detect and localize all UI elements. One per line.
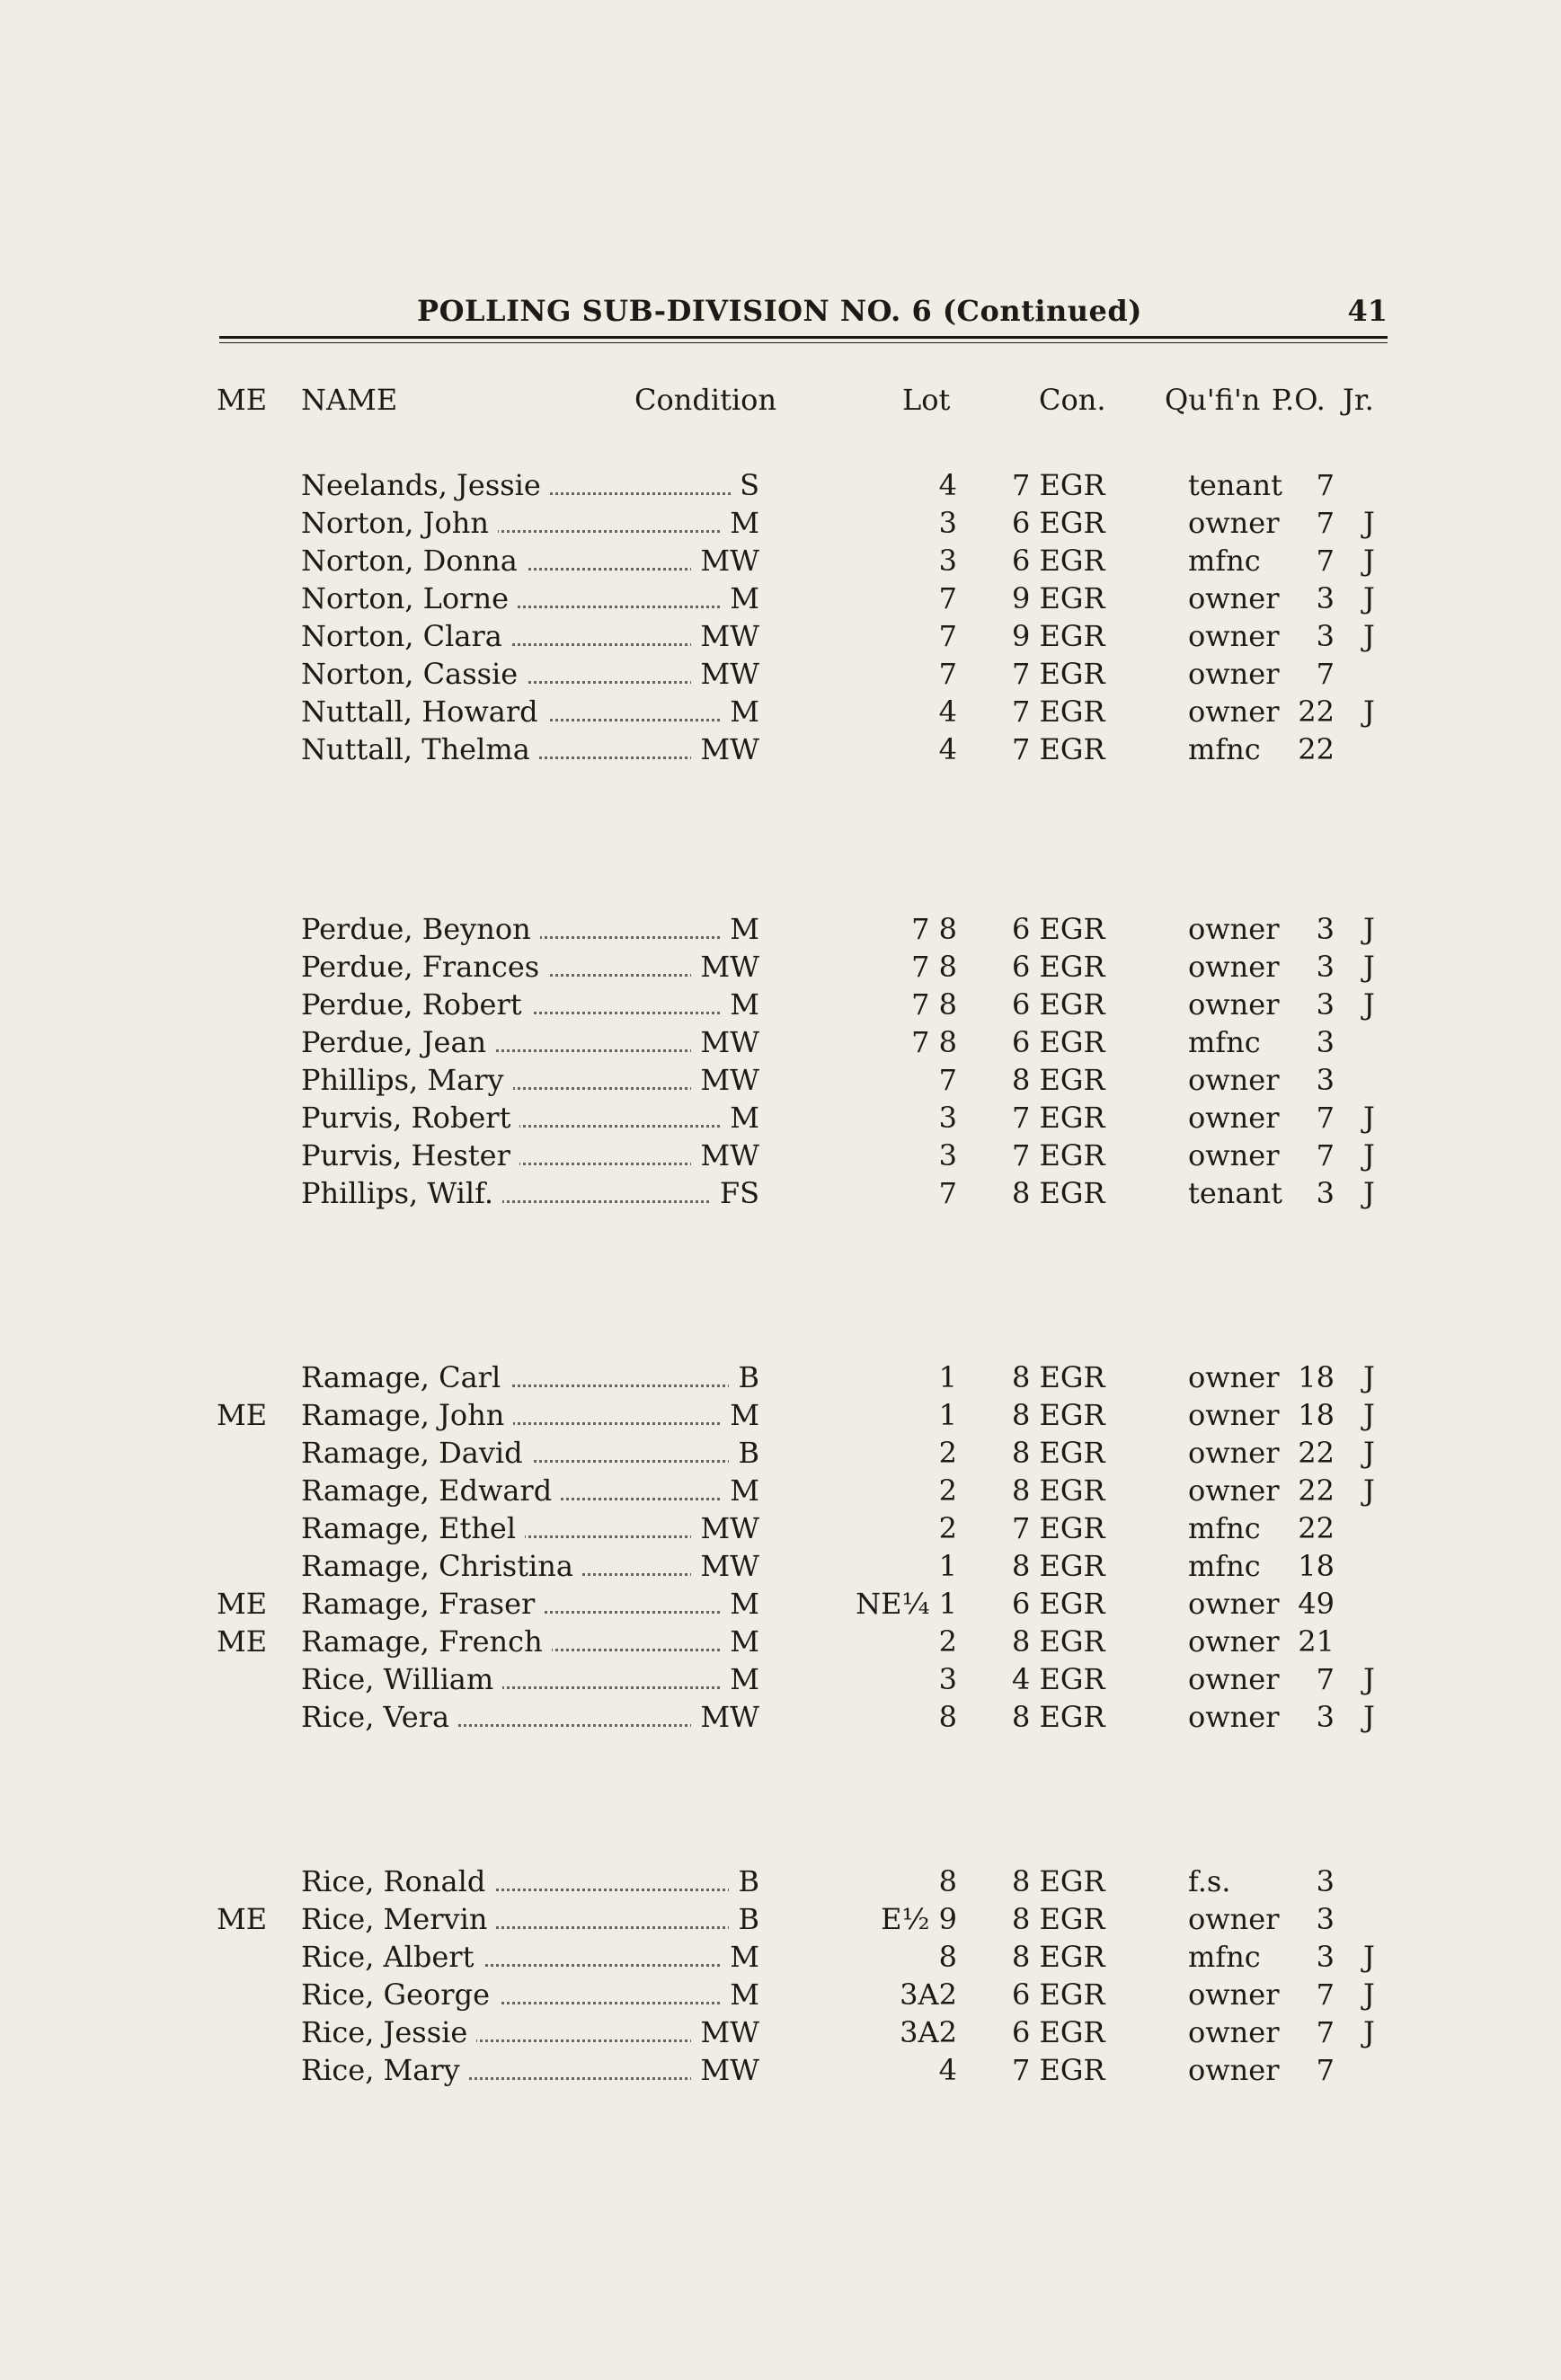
table-row [0, 912, 1561, 950]
voter-jr: J [1363, 695, 1375, 729]
voter-concession: 7 EGR [1012, 468, 1105, 502]
voter-qualification: owner [1188, 506, 1280, 540]
voter-concession: 7 EGR [1012, 2053, 1105, 2087]
voter-po: 3 [1316, 950, 1335, 984]
voter-jr: J [1363, 1977, 1375, 2012]
voter-condition: M [721, 1473, 759, 1508]
voter-condition: M [721, 1398, 759, 1432]
name-condition-cell [301, 544, 759, 581]
voter-condition: MW [691, 544, 759, 578]
voter-qualification: mfnc [1188, 1511, 1261, 1545]
voter-jr: J [1363, 581, 1375, 615]
voter-concession: 8 EGR [1012, 1436, 1105, 1470]
voter-condition: MW [691, 1063, 759, 1097]
voter-qualification: owner [1188, 1398, 1280, 1432]
voter-lot: 7 [938, 1063, 957, 1097]
voter-concession: 8 EGR [1012, 1398, 1105, 1432]
voter-lot: 8 [938, 1700, 957, 1734]
voter-po: 3 [1316, 1940, 1335, 1974]
page-header [219, 292, 1388, 337]
voter-concession: 9 EGR [1012, 581, 1105, 615]
voter-qualification: owner [1188, 1436, 1280, 1470]
voter-condition: M [721, 581, 759, 615]
voter-lot: 8 [938, 1864, 957, 1898]
name-condition-cell [301, 506, 759, 544]
me-marker: ME [217, 1587, 268, 1621]
col-qualification: Qu'fi'n [1165, 383, 1261, 417]
voter-jr: J [1363, 987, 1375, 1022]
voter-lot: E½ 9 [881, 1902, 957, 1936]
table-row [0, 619, 1561, 657]
voter-concession: 7 EGR [1012, 732, 1105, 766]
voter-name: Ramage, French [301, 1624, 552, 1659]
voter-condition: B [729, 1436, 759, 1470]
voter-lot: 1 [938, 1360, 957, 1394]
voter-lot: 7 8 [911, 987, 957, 1022]
name-condition-cell [301, 1624, 759, 1662]
table-row [0, 506, 1561, 544]
voter-qualification: owner [1188, 619, 1280, 653]
voter-qualification: owner [1188, 1977, 1280, 2012]
voter-concession: 9 EGR [1012, 619, 1105, 653]
voter-jr: J [1363, 506, 1375, 540]
voter-concession: 6 EGR [1012, 2015, 1105, 2049]
voter-name: Ramage, Christina [301, 1549, 582, 1583]
table-row [0, 1902, 1561, 1940]
voter-condition: B [729, 1360, 759, 1394]
voter-po: 7 [1316, 506, 1335, 540]
voter-name: Norton, Cassie [301, 657, 527, 691]
voter-name: Rice, William [301, 1662, 502, 1696]
page-number: 41 [1347, 294, 1388, 328]
table-row [0, 1398, 1561, 1436]
voter-condition: MW [691, 657, 759, 691]
voter-name: Ramage, John [301, 1398, 513, 1432]
name-condition-cell [301, 1473, 759, 1511]
voter-qualification: owner [1188, 912, 1280, 946]
voter-jr: J [1363, 1101, 1375, 1135]
voter-name: Perdue, Frances [301, 950, 548, 984]
name-condition-cell [301, 1902, 759, 1940]
voter-po: 22 [1298, 732, 1335, 766]
voter-name: Rice, Mervin [301, 1902, 496, 1936]
voter-condition: M [721, 1101, 759, 1135]
voter-qualification: owner [1188, 657, 1280, 691]
table-row [0, 1360, 1561, 1398]
voter-lot: 4 [938, 2053, 957, 2087]
voter-condition: M [721, 1587, 759, 1621]
me-marker: ME [217, 1624, 268, 1659]
voter-name: Rice, Vera [301, 1700, 458, 1734]
voter-concession: 8 EGR [1012, 1864, 1105, 1898]
voter-name: Nuttall, Howard [301, 695, 547, 729]
voter-po: 3 [1316, 619, 1335, 653]
voter-condition: B [729, 1902, 759, 1936]
voter-concession: 7 EGR [1012, 1101, 1105, 1135]
table-row [0, 1549, 1561, 1587]
voter-concession: 6 EGR [1012, 912, 1105, 946]
table-row [0, 2015, 1561, 2053]
voter-po: 3 [1316, 1176, 1335, 1210]
table-row [0, 695, 1561, 732]
voter-name: Neelands, Jessie [301, 468, 550, 502]
table-row [0, 1864, 1561, 1902]
voter-name: Rice, Albert [301, 1940, 483, 1974]
page-title: POLLING SUB-DIVISION NO. 6 (Continued) [417, 294, 1142, 328]
name-condition-cell [301, 695, 759, 732]
voter-po: 3 [1316, 1063, 1335, 1097]
voter-concession: 7 EGR [1012, 1511, 1105, 1545]
voter-concession: 6 EGR [1012, 1025, 1105, 1059]
name-condition-cell [301, 1940, 759, 1977]
voter-po: 18 [1298, 1549, 1335, 1583]
table-row [0, 1063, 1561, 1101]
voter-name: Ramage, Carl [301, 1360, 510, 1394]
voter-name: Ramage, Ethel [301, 1511, 525, 1545]
voter-name: Phillips, Wilf. [301, 1176, 502, 1210]
voter-jr: J [1363, 950, 1375, 984]
voter-po: 22 [1298, 1436, 1335, 1470]
voter-lot: 2 [938, 1624, 957, 1659]
name-condition-cell [301, 619, 759, 657]
voter-qualification: owner [1188, 1587, 1280, 1621]
voter-jr: J [1363, 1662, 1375, 1696]
voter-po: 7 [1316, 1977, 1335, 2012]
voter-qualification: owner [1188, 1700, 1280, 1734]
voter-condition: MW [691, 619, 759, 653]
voter-name: Perdue, Robert [301, 987, 531, 1022]
name-condition-cell [301, 1101, 759, 1138]
voter-po: 7 [1316, 1101, 1335, 1135]
name-condition-cell [301, 1025, 759, 1063]
voter-lot: 4 [938, 468, 957, 502]
voter-name: Purvis, Robert [301, 1101, 519, 1135]
table-row [0, 1587, 1561, 1624]
voter-po: 3 [1316, 1700, 1335, 1734]
voter-po: 3 [1316, 1025, 1335, 1059]
voter-lot: 7 8 [911, 912, 957, 946]
voter-name: Phillips, Mary [301, 1063, 513, 1097]
voter-lot: 3 [938, 1662, 957, 1696]
voter-qualification: owner [1188, 987, 1280, 1022]
voter-concession: 8 EGR [1012, 1700, 1105, 1734]
voter-jr: J [1363, 1940, 1375, 1974]
voter-condition: MW [691, 1511, 759, 1545]
voter-name: Norton, Lorne [301, 581, 518, 615]
table-row [0, 544, 1561, 581]
voter-condition: MW [691, 732, 759, 766]
name-condition-cell [301, 1864, 759, 1902]
name-condition-cell [301, 1662, 759, 1700]
voter-qualification: owner [1188, 1624, 1280, 1659]
table-row [0, 1940, 1561, 1977]
name-condition-cell [301, 1398, 759, 1436]
table-row [0, 2053, 1561, 2091]
voter-name: Ramage, Edward [301, 1473, 561, 1508]
voter-po: 22 [1298, 695, 1335, 729]
voter-name: Rice, George [301, 1977, 499, 2012]
name-condition-cell [301, 1511, 759, 1549]
col-po: P.O. [1272, 383, 1326, 417]
voter-concession: 8 EGR [1012, 1473, 1105, 1508]
voter-condition: MW [691, 1025, 759, 1059]
voter-po: 22 [1298, 1511, 1335, 1545]
voter-name: Perdue, Jean [301, 1025, 495, 1059]
voter-qualification: owner [1188, 1662, 1280, 1696]
voter-name: Norton, John [301, 506, 498, 540]
voter-jr: J [1363, 1138, 1375, 1172]
voter-po: 7 [1316, 544, 1335, 578]
voter-qualification: owner [1188, 581, 1280, 615]
table-row [0, 1473, 1561, 1511]
voter-jr: J [1363, 912, 1375, 946]
voter-lot: 1 [938, 1549, 957, 1583]
name-condition-cell [301, 2015, 759, 2053]
voter-qualification: owner [1188, 1101, 1280, 1135]
voter-qualification: mfnc [1188, 732, 1261, 766]
col-jr: Jr. [1343, 383, 1374, 417]
voter-lot: 7 [938, 1176, 957, 1210]
table-row [0, 1138, 1561, 1176]
table-row [0, 1662, 1561, 1700]
voter-jr: J [1363, 1176, 1375, 1210]
voter-concession: 8 EGR [1012, 1549, 1105, 1583]
name-condition-cell [301, 1436, 759, 1473]
table-row [0, 1025, 1561, 1063]
voter-condition: S [731, 468, 759, 502]
col-me: ME [217, 383, 268, 417]
voter-condition: M [721, 1977, 759, 2012]
voter-po: 3 [1316, 987, 1335, 1022]
voter-qualification: tenant [1188, 1176, 1282, 1210]
col-lot: Lot [902, 383, 951, 417]
voter-po: 49 [1298, 1587, 1335, 1621]
name-condition-cell [301, 657, 759, 695]
voter-po: 7 [1316, 2053, 1335, 2087]
voter-name: Ramage, Fraser [301, 1587, 544, 1621]
name-condition-cell [301, 2053, 759, 2091]
voter-lot: 7 [938, 619, 957, 653]
voter-condition: MW [691, 2053, 759, 2087]
voter-lot: 8 [938, 1940, 957, 1974]
voter-lot: 1 [938, 1398, 957, 1432]
voter-qualification: owner [1188, 1473, 1280, 1508]
voter-condition: B [729, 1864, 759, 1898]
voter-condition: M [721, 1662, 759, 1696]
voter-name: Perdue, Beynon [301, 912, 540, 946]
voter-lot: 7 8 [911, 1025, 957, 1059]
voter-jr: J [1363, 1360, 1375, 1394]
me-marker: ME [217, 1902, 268, 1936]
voter-po: 18 [1298, 1360, 1335, 1394]
voter-po: 7 [1316, 1138, 1335, 1172]
voter-qualification: owner [1188, 1902, 1280, 1936]
voter-lot: 4 [938, 695, 957, 729]
voter-concession: 8 EGR [1012, 1624, 1105, 1659]
voter-jr: J [1363, 544, 1375, 578]
voter-po: 3 [1316, 1902, 1335, 1936]
table-row [0, 950, 1561, 987]
voter-po: 7 [1316, 657, 1335, 691]
table-row [0, 1176, 1561, 1214]
name-condition-cell [301, 1063, 759, 1101]
me-marker: ME [217, 1398, 268, 1432]
voter-concession: 6 EGR [1012, 544, 1105, 578]
voter-lot: 3 [938, 1138, 957, 1172]
voter-qualification: mfnc [1188, 1025, 1261, 1059]
name-condition-cell [301, 1176, 759, 1214]
name-condition-cell [301, 912, 759, 950]
name-condition-cell [301, 581, 759, 619]
voter-concession: 7 EGR [1012, 1138, 1105, 1172]
name-condition-cell [301, 468, 759, 506]
voter-qualification: f.s. [1188, 1864, 1231, 1898]
voter-concession: 8 EGR [1012, 1360, 1105, 1394]
table-row [0, 732, 1561, 770]
name-condition-cell [301, 950, 759, 987]
header-rule-thin [219, 342, 1388, 343]
voter-po: 21 [1298, 1624, 1335, 1659]
name-condition-cell [301, 1587, 759, 1624]
voter-po: 7 [1316, 1662, 1335, 1696]
voter-concession: 4 EGR [1012, 1662, 1105, 1696]
voter-qualification: owner [1188, 2053, 1280, 2087]
voter-lot: 2 [938, 1511, 957, 1545]
col-name: NAME [301, 383, 398, 417]
voter-concession: 6 EGR [1012, 1587, 1105, 1621]
voter-lot: 3 [938, 1101, 957, 1135]
voter-jr: J [1363, 619, 1375, 653]
voter-condition: M [721, 987, 759, 1022]
voter-condition: MW [691, 950, 759, 984]
voter-condition: MW [691, 2015, 759, 2049]
table-row [0, 581, 1561, 619]
name-condition-cell [301, 732, 759, 770]
voter-qualification: tenant [1188, 468, 1282, 502]
name-condition-cell [301, 1360, 759, 1398]
voter-po: 3 [1316, 581, 1335, 615]
voter-condition: M [721, 1940, 759, 1974]
voter-name: Norton, Clara [301, 619, 511, 653]
voter-lot: NE¼ 1 [856, 1587, 957, 1621]
voter-name: Ramage, David [301, 1436, 532, 1470]
voter-qualification: owner [1188, 2015, 1280, 2049]
voter-concession: 8 EGR [1012, 1902, 1105, 1936]
voter-po: 3 [1316, 912, 1335, 946]
table-row [0, 1436, 1561, 1473]
voter-jr: J [1363, 2015, 1375, 2049]
voter-qualification: owner [1188, 1360, 1280, 1394]
voter-name: Rice, Jessie [301, 2015, 476, 2049]
voter-name: Nuttall, Thelma [301, 732, 539, 766]
col-con: Con. [1039, 383, 1106, 417]
voter-po: 18 [1298, 1398, 1335, 1432]
voter-jr: J [1363, 1436, 1375, 1470]
voter-po: 7 [1316, 468, 1335, 502]
voter-qualification: owner [1188, 950, 1280, 984]
voter-jr: J [1363, 1700, 1375, 1734]
voter-qualification: owner [1188, 1063, 1280, 1097]
voter-name: Norton, Donna [301, 544, 527, 578]
voter-concession: 8 EGR [1012, 1940, 1105, 1974]
voter-condition: M [721, 695, 759, 729]
voter-lot: 3 [938, 544, 957, 578]
voter-condition: MW [691, 1700, 759, 1734]
voter-condition: FS [711, 1176, 759, 1210]
col-condition: Condition [634, 383, 777, 417]
voter-qualification: mfnc [1188, 1549, 1261, 1583]
voter-qualification: owner [1188, 1138, 1280, 1172]
voter-jr: J [1363, 1473, 1375, 1508]
table-row [0, 1511, 1561, 1549]
voter-qualification: mfnc [1188, 544, 1261, 578]
voter-lot: 3A2 [900, 1977, 957, 2012]
voter-jr: J [1363, 1398, 1375, 1432]
voter-condition: M [721, 1624, 759, 1659]
table-row [0, 1977, 1561, 2015]
voter-concession: 6 EGR [1012, 1977, 1105, 2012]
voter-po: 22 [1298, 1473, 1335, 1508]
voter-concession: 7 EGR [1012, 695, 1105, 729]
table-row [0, 1700, 1561, 1738]
voter-name: Purvis, Hester [301, 1138, 519, 1172]
header-rule [219, 336, 1388, 339]
voter-concession: 6 EGR [1012, 987, 1105, 1022]
name-condition-cell [301, 1138, 759, 1176]
name-condition-cell [301, 1549, 759, 1587]
table-row [0, 1624, 1561, 1662]
voter-concession: 6 EGR [1012, 950, 1105, 984]
voter-concession: 7 EGR [1012, 657, 1105, 691]
table-row [0, 1101, 1561, 1138]
voter-condition: MW [691, 1138, 759, 1172]
voter-lot: 7 8 [911, 950, 957, 984]
voter-lot: 3 [938, 506, 957, 540]
voter-condition: M [721, 506, 759, 540]
voter-name: Rice, Mary [301, 2053, 469, 2087]
table-row [0, 657, 1561, 695]
voter-concession: 8 EGR [1012, 1063, 1105, 1097]
name-condition-cell [301, 1700, 759, 1738]
voter-po: 7 [1316, 2015, 1335, 2049]
voter-lot: 2 [938, 1436, 957, 1470]
voter-name: Rice, Ronald [301, 1864, 494, 1898]
name-condition-cell [301, 987, 759, 1025]
voter-concession: 6 EGR [1012, 506, 1105, 540]
voter-qualification: owner [1188, 695, 1280, 729]
voter-concession: 8 EGR [1012, 1176, 1105, 1210]
table-row [0, 468, 1561, 506]
voter-condition: M [721, 912, 759, 946]
voter-lot: 7 [938, 581, 957, 615]
table-row [0, 987, 1561, 1025]
name-condition-cell [301, 1977, 759, 2015]
voter-lot: 4 [938, 732, 957, 766]
voter-condition: MW [691, 1549, 759, 1583]
voter-qualification: mfnc [1188, 1940, 1261, 1974]
voter-lot: 7 [938, 657, 957, 691]
voter-lot: 3A2 [900, 2015, 957, 2049]
voter-po: 3 [1316, 1864, 1335, 1898]
voter-lot: 2 [938, 1473, 957, 1508]
